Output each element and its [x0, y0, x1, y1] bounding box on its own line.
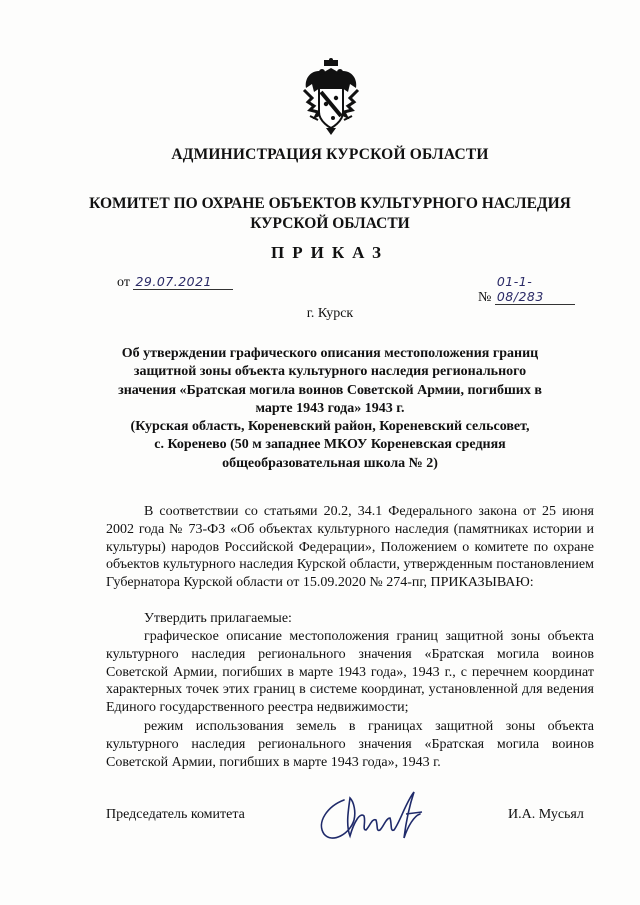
number-value: 01-1-08/283 — [495, 274, 575, 305]
order-number — [478, 274, 575, 306]
order-date — [117, 274, 233, 291]
signatory-position: Председатель комитета — [106, 807, 245, 822]
number-prefix: № — [478, 290, 492, 305]
subject-line-7: общеобразовательная школа № 2) — [222, 455, 438, 471]
order-title: ПРИКАЗ — [271, 243, 389, 262]
date-value: 29.07.2021 — [133, 274, 233, 290]
signatory-name: И.А. Мусьял — [508, 807, 584, 822]
body-paragraph-graphic-description: графическое описание местоположения границ защитной зоны объекта культурного наследия регионального значения «Братская могила воинов Советской Армии, погибших в марте 1943 года», 1943 г., с перечнем координат характерных точек этих границ в системе координат, установленной для ведения Единого государственного реестра недвижимости; — [106, 629, 594, 716]
subject-line-6: с. Коренево (50 м западнее МКОУ Кореневская средняя — [154, 437, 506, 453]
committee-heading — [60, 194, 600, 234]
committee-line-1: КОМИТЕТ ПО ОХРАНЕ ОБЪЕКТОВ КУЛЬТУРНОГО НАСЛЕДИЯ — [89, 195, 571, 212]
subject-line-4: марте 1943 года» 1943 г. — [255, 400, 405, 416]
city-line: г. Курск — [306, 306, 354, 321]
subject-line-2: защитной зоны объекта культурного наследия регионального — [133, 364, 527, 380]
committee-line-2: КУРСКОЙ ОБЛАСТИ — [250, 215, 410, 232]
body-paragraph-preamble: В соответствии со статьями 20.2, 34.1 Федерального закона от 25 июня 2002 года № 73-ФЗ «Об объектах культурного наследия (памятниках истории и культуры) народов Российской Федерации», Положением о комитете по охране объектов культурного наследия Курской области, утвержденным постановлением Губернатора Курской области от 15.09.2020 № 274-пг, ПРИКАЗЫВАЮ: — [106, 504, 594, 591]
body-paragraph-approve: Утвердить прилагаемые: — [144, 611, 292, 626]
administration-heading: АДМИНИСТРАЦИЯ КУРСКОЙ ОБЛАСТИ — [171, 146, 489, 163]
coat-of-arms-icon — [302, 58, 360, 136]
signature-image — [310, 782, 440, 846]
subject-line-1: Об утверждении графического описания местоположения границ — [121, 346, 539, 361]
order-subject — [110, 345, 550, 473]
date-prefix: от — [117, 275, 130, 290]
subject-line-3: значения «Братская могила воинов Советской Армии, погибших в — [118, 382, 542, 398]
body-paragraph-land-use-regime: режим использования земель в границах защитной зоны объекта культурного наследия регионального значения «Братская могила воинов Советской Армии, погибших в марте 1943 года», 1943 г. — [106, 719, 594, 770]
subject-line-5: (Курская область, Кореневский район, Кореневский сельсовет, — [130, 419, 530, 435]
